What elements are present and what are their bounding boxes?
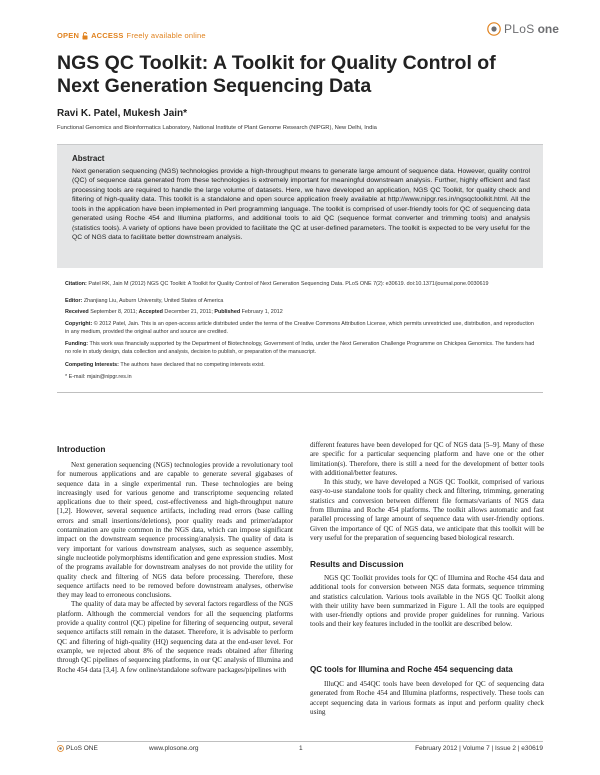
qc-tools-body (310, 680, 544, 717)
received-label: Received (65, 309, 89, 315)
footer-rule (57, 741, 543, 742)
logo-one-text: one (537, 22, 559, 36)
citation-text: Patel RK, Jain M (2012) NGS QC Toolkit: A Toolkit for Quality Control of Next Generation Sequencing Data. PLoS ONE 7(2): e30619. doi:10.1371/journal.pone.0030619 (88, 281, 489, 287)
funding-label: Funding: (65, 341, 89, 347)
editor (65, 298, 535, 306)
email: * E-mail: mjain@nipgr.res.in (65, 374, 132, 380)
competing-label: Competing Interests: (65, 362, 119, 368)
results-paragraph-1: NGS QC Toolkit provides tools for QC of Illumina and Roche 454 data and additional tools for conversion between NGS data formats, sequence trimming and statistics calculation. Various tools available in the NGS QC Toolkit along with their utility have been summarized in Figure 1. All the tools are equipped with user-friendly options and provide proper guidelines for running. Various tools and their key features included in the toolkit are described below. (310, 574, 544, 629)
copyright-text: © 2012 Patel, Jain. This is an open-access article distributed under the terms of the Creative Commons Attribution License, which permits unrestricted use, distribution, and reproduction in any medium, provided the original author and source are credited. (65, 321, 534, 335)
footer-issue: February 2012 | Volume 7 | Issue 2 | e30619 (415, 745, 543, 752)
competing-text: The authors have declared that no competing interests exist. (120, 362, 265, 368)
article-title: NGS QC Toolkit: A Toolkit for Quality Control of Next Generation Sequencing Data (57, 52, 496, 97)
right-paragraph-0: different features have been developed for QC of NGS data [5–9]. Many of these are specific for a particular sequencing platform and have one or the other limitation(s). Therefore, there is still a need for the development of better tools with additional/better features. (310, 441, 544, 477)
right-column-body (310, 441, 544, 543)
open-access-banner (57, 31, 206, 40)
citation-label: Citation: (65, 281, 87, 287)
copyright-label: Copyright: (65, 321, 93, 327)
logo-plos-text: PLoS (504, 22, 535, 36)
editor-text: Zhanjiang Liu, Auburn University, United States of America (83, 298, 224, 304)
footer-journal-name: PLoS ONE (66, 745, 98, 752)
oa-free-label: Freely available online (126, 31, 206, 40)
footer-url[interactable]: www.plosone.org (149, 745, 199, 752)
oa-access-label: ACCESS (91, 31, 124, 40)
footer-journal (57, 745, 98, 752)
copyright (65, 321, 535, 336)
author-list: Ravi K. Patel, Mukesh Jain* (57, 108, 188, 119)
results-heading: Results and Discussion (310, 559, 404, 569)
results-body (310, 574, 544, 630)
section-divider (57, 392, 543, 393)
abstract-box (57, 144, 543, 268)
introduction-heading: Introduction (57, 444, 106, 454)
abstract-heading: Abstract (72, 154, 105, 163)
plos-one-logo (487, 22, 559, 36)
page-footer (57, 741, 543, 755)
abstract-text: Next generation sequencing (NGS) technologies provide a high-throughput means to generate large amount of sequence data. However, quality control (QC) of sequence data generated from these technologies is extremely important for meaningful downstream analysis. Further, highly efficient and fast processing tools are required to handle the large volume of datasets. Here, we have developed an application, NGS QC Toolkit, for quality check and filtering of high-quality data. This toolkit is a standalone and open source application freely available at http://www.nipgr.res.in/ngsqctoolkit.html. All the tools in the application have been implemented in Perl programming language. The toolkit is comprised of user-friendly tools for QC of sequencing data generated using Roche 454 and Illumina platforms, and additional tools to aid QC (sequence format converter and trimming tools) and analysis (statistics tools). A variety of options have been provided to facilitate the QC at user-defined parameters. The toolkit is expected to be very useful for the QC of NGS data to facilitate better downstream analysis. (72, 168, 530, 242)
right-paragraph-1: In this study, we have developed a NGS QC Toolkit, comprised of various easy-to-use standalone tools for quality check and filtering, trimming, generating statistics and conversion between different file formats/variants of NGS data from Illumina and Roche 454 platforms. The toolkit allows automatic and fast parallel processing of large amount of sequence data with user-friendly options. Given the importance of QC of NGS data, we anticipate that this toolkit will be very useful for the preparation of sequencing based biological research. (310, 478, 544, 542)
funding-text: This work was financially supported by the Department of Biotechnology, Government of India, under the Next Generation Challenge Programme on Chickpea Genomics. The funders had no role in study design, data collection and analysis, decision to publish, or preparation of the manuscript. (65, 341, 535, 355)
plos-logo-icon (487, 22, 501, 36)
page-number: 1 (299, 745, 303, 752)
open-lock-icon (82, 32, 88, 40)
affiliation: Functional Genomics and Bioinformatics Laboratory, National Institute of Plant Genome Research (NIPGR), New Delhi, India (57, 125, 377, 131)
published-date: February 1, 2012 (241, 309, 283, 315)
funding (65, 341, 535, 356)
introduction-body (57, 461, 293, 675)
accepted-label: Accepted (138, 309, 163, 315)
competing-interests (65, 362, 535, 370)
intro-paragraph-2: The quality of data may be affected by several factors regardless of the NGS platform. Although the commercial vendors for all the sequencing platforms provide a quality control (QC) pipeline for filtering of sequencing output, several sequence artifacts still remain in the dataset. Therefore, it is advisable to perform QC and filtering of high-quality (HQ) sequencing data at the end-user level. For example, we rejected about 8% of the sequence reads obtained after filtering through QC pipelines of sequencing platforms, in our QC analysis of Illumina and Roche 454 data [3,4]. A few online/standalone software packages/pipelines with (57, 600, 293, 674)
received-date: September 8, 2011; (90, 309, 138, 315)
citation (65, 281, 535, 289)
intro-paragraph-1: Next generation sequencing (NGS) technologies provide a revolutionary tool for numerous applications and are capable to generate several gigabases of sequence data in a single experimental run. These technologies are being increasingly used for various genome and transcriptome sequencing related applications due to their speed, cost-effectiveness and high-throughput nature [1,2]. However, several sequence artifacts, including read errors (base calling errors and small insertions/deletions), poor quality reads and primer/adaptor contamination are quite common in the NGS data, which can impose significant impact on the downstream sequence processing/analysis. The quality of data is very important for various downstream analyses, such as sequence assembly, single nucleotide polymorphisms identification and gene expression studies. Most of the programs available for downstream analyses do not provide the utility for quality check and filtering of NGS data before processing. Therefore, these sequence artifacts need to be removed before downstream analyses, otherwise they may lead to erroneous conclusions. (57, 461, 293, 600)
qc-tools-heading: QC tools for Illumina and Roche 454 sequencing data (310, 665, 513, 674)
published-label: Published (214, 309, 241, 315)
dates (65, 309, 535, 317)
qc-paragraph-1: IlluQC and 454QC tools have been developed for QC of sequencing data generated from Roche 454 and Illumina platforms, respectively. These tools can accept sequencing data in various formats as input and perform quality check using (310, 680, 544, 716)
oa-open-label: OPEN (57, 31, 80, 40)
editor-label: Editor: (65, 298, 83, 304)
plos-footer-icon (57, 745, 64, 752)
accepted-date: December 21, 2011; (164, 309, 213, 315)
